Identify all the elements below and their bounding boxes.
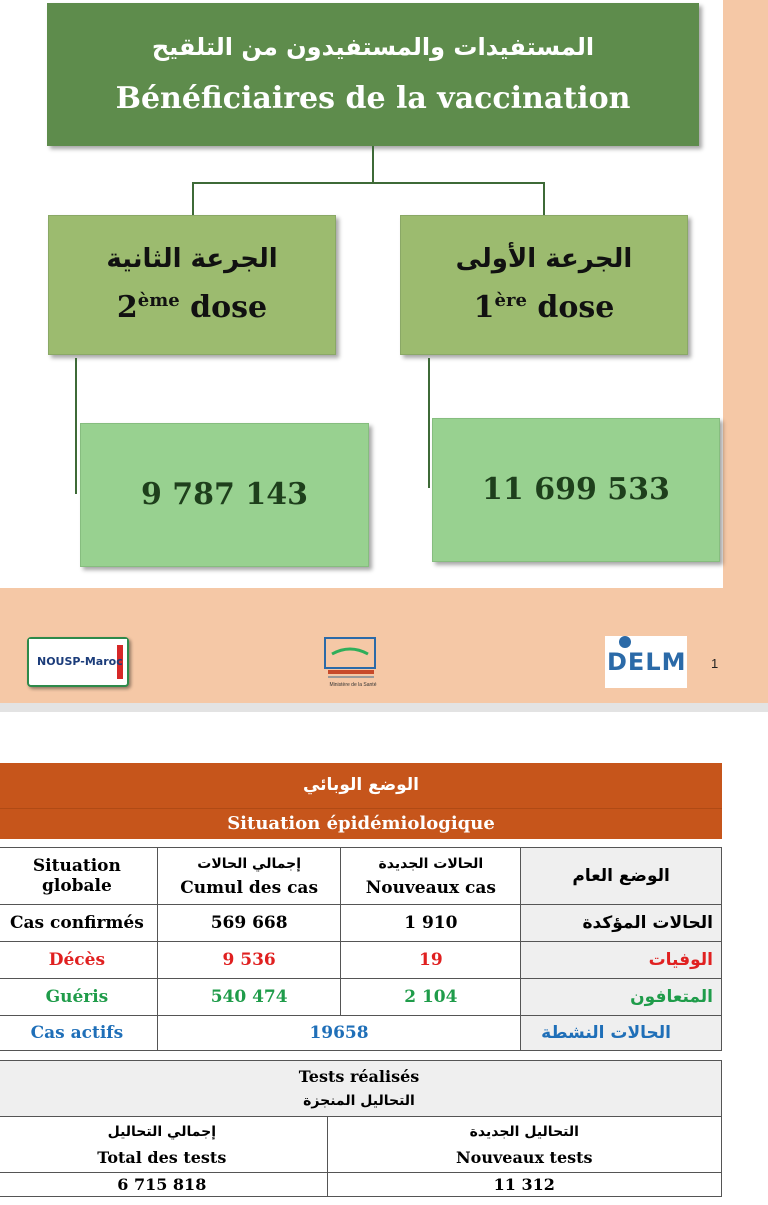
row-new: 19 <box>341 942 521 979</box>
header-new-cases: الحالات الجديدة Nouveaux cas <box>341 848 521 905</box>
ministry-logo <box>320 636 386 690</box>
situation-title-fr: Situation épidémiologique <box>0 808 722 839</box>
connector-line <box>543 182 545 215</box>
row-label-fr: Cas confirmés <box>0 905 157 942</box>
row-label-fr: Guéris <box>0 979 157 1016</box>
connector-line <box>372 146 374 183</box>
active-label-fr: Cas actifs <box>0 1016 157 1051</box>
tests-new-value: 11 312 <box>327 1173 721 1197</box>
situation-title-ar: الوضع الوبائي <box>0 763 722 808</box>
row-label-fr: Décès <box>0 942 157 979</box>
situation-table <box>0 847 722 1051</box>
active-value: 19658 <box>157 1016 520 1051</box>
nousp-logo <box>27 637 129 687</box>
row-label-ar: الحالات المؤكدة <box>521 905 722 942</box>
header-cumul: إجمالي الحالات Cumul des cas <box>157 848 341 905</box>
vaccination-title-box <box>47 3 699 146</box>
row-label-ar: الوفيات <box>521 942 722 979</box>
dose2-label-ar: الجرعة الثانية <box>106 244 278 274</box>
tests-total-header: إجمالي التحاليل Total des tests <box>0 1117 327 1173</box>
ministry-logo-text: Ministère de la Santé <box>329 682 377 688</box>
dose1-label-fr: 1ère dose <box>473 290 615 325</box>
row-cumul: 569 668 <box>157 905 341 942</box>
connector-line <box>192 182 545 184</box>
row-cumul: 540 474 <box>157 979 341 1016</box>
page-divider <box>0 703 768 712</box>
header-situation-ar: الوضع العام <box>521 848 722 905</box>
table-row <box>0 905 722 942</box>
active-label-ar: الحالات النشطة <box>521 1016 722 1051</box>
header-situation-globale: Situation globale <box>0 848 157 905</box>
delm-logo <box>605 636 687 688</box>
tests-header-row <box>0 1061 722 1117</box>
dose2-box <box>48 215 336 355</box>
page-number: 1 <box>711 656 719 671</box>
tests-total-value: 6 715 818 <box>0 1173 327 1197</box>
connector-line <box>428 358 430 488</box>
tests-subheader-row <box>0 1117 722 1173</box>
tests-new-header: التحاليل الجديدة Nouveaux tests <box>327 1117 721 1173</box>
row-new: 2 104 <box>341 979 521 1016</box>
row-cumul: 9 536 <box>157 942 341 979</box>
tests-values-row <box>0 1173 722 1197</box>
dose2-label-fr: 2ème dose <box>116 290 268 325</box>
row-new: 1 910 <box>341 905 521 942</box>
dose2-value: 9 787 143 <box>80 423 369 567</box>
delm-dot-icon <box>619 636 631 648</box>
table-header-row <box>0 848 722 905</box>
tests-table <box>0 1060 722 1197</box>
vaccination-title-fr: Bénéficiaires de la vaccination <box>115 81 631 116</box>
row-label-ar: المتعافون <box>521 979 722 1016</box>
vaccination-title-ar: المستفيدات والمستفيدون من التلقيح <box>151 33 595 61</box>
tests-title: Tests réalisés التحاليل المنجزة <box>0 1061 722 1117</box>
table-row-active <box>0 1016 722 1051</box>
delm-logo-text: DELM <box>607 648 687 676</box>
nousp-logo-text: NOUSP-Maroc <box>37 655 123 668</box>
table-row <box>0 979 722 1016</box>
dose1-label-ar: الجرعة الأولى <box>455 244 633 274</box>
dose1-value: 11 699 533 <box>432 418 720 562</box>
dose1-box <box>400 215 688 355</box>
table-row <box>0 942 722 979</box>
connector-line <box>192 182 194 215</box>
connector-line <box>75 358 77 494</box>
